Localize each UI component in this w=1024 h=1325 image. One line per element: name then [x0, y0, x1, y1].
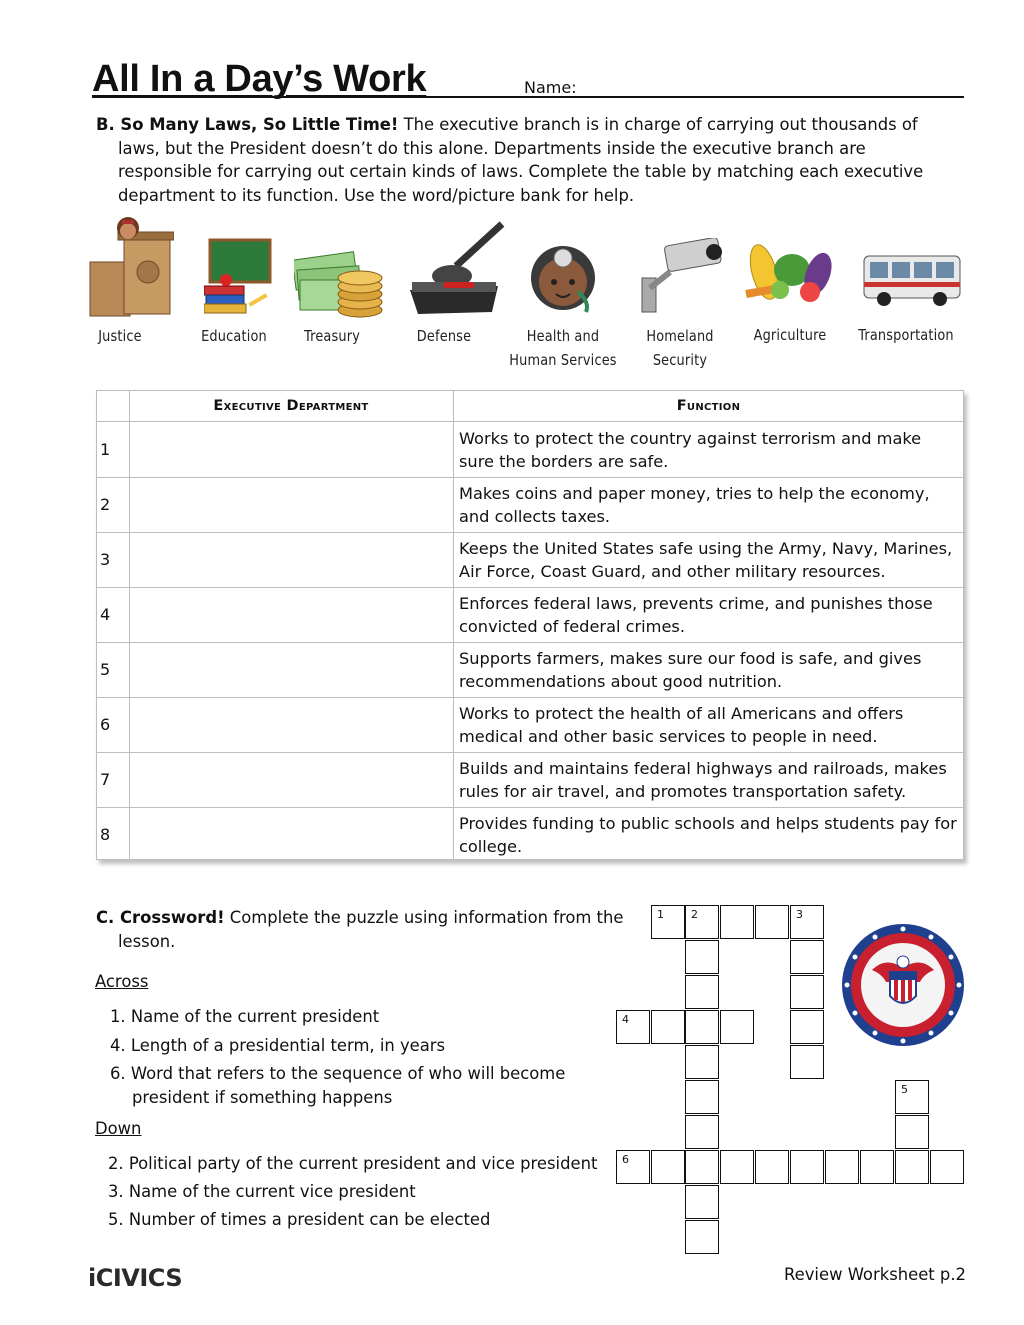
svg-text:iCIVICS: iCIVICS	[88, 1264, 183, 1290]
crossword-cell[interactable]	[930, 1150, 964, 1184]
row-number: 3	[100, 550, 111, 569]
page-label: Review Worksheet p.2	[784, 1265, 966, 1284]
security-camera-icon	[640, 238, 724, 318]
down-heading: Down	[95, 1119, 142, 1138]
crossword-cell[interactable]	[685, 1080, 719, 1114]
across-clue-4: 4. Length of a presidential term, in years	[110, 1036, 446, 1055]
section-b-heading: B. So Many Laws, So Little Time!	[96, 115, 399, 134]
section-b-body: The executive branch is in charge of carrying out thousands of laws, but the President doesn’t do this alone. Departments inside the executive branch are responsible for carrying out certain kinds of laws. Complete the table by matching each executive department to its function. Use the word/picture bank for help.	[118, 115, 924, 205]
crossword-cell[interactable]	[685, 975, 719, 1009]
function-text: Makes coins and paper money, tries to help the economy, and collects taxes.	[459, 484, 930, 526]
crossword-cell[interactable]	[685, 1150, 719, 1184]
crossword-cell[interactable]	[895, 1115, 929, 1149]
money-coins-icon	[294, 248, 384, 318]
vegetables-icon	[740, 238, 838, 304]
bank-label-homeland: Homeland Security	[646, 327, 714, 369]
crossword-cell[interactable]: 4	[616, 1010, 650, 1044]
crossword-cell[interactable]	[685, 1045, 719, 1079]
function-text: Works to protect the country against terrorism and make sure the borders are safe.	[459, 429, 922, 471]
table-row	[97, 752, 963, 808]
row-number: 5	[100, 660, 111, 679]
table-row	[97, 477, 963, 533]
department-answer-cell[interactable]	[129, 807, 453, 862]
table-row	[97, 422, 963, 478]
bank-label-transportation: Transportation	[858, 326, 954, 344]
department-answer-cell[interactable]	[129, 532, 453, 587]
column-header-number	[97, 391, 129, 422]
crossword-cell[interactable]	[790, 940, 824, 974]
section-c-instructions	[96, 906, 628, 954]
row-number: 7	[100, 770, 111, 789]
chalkboard-books-icon	[204, 238, 272, 318]
across-clue-1: 1. Name of the current president	[110, 1007, 380, 1026]
department-answer-cell[interactable]	[129, 752, 453, 807]
row-number: 6	[100, 715, 111, 734]
crossword-cell[interactable]	[790, 1150, 824, 1184]
tank-icon	[406, 220, 506, 318]
bank-label-justice: Justice	[98, 327, 142, 345]
crossword-cell[interactable]	[755, 905, 789, 939]
table-row	[97, 587, 963, 643]
crossword-cell[interactable]	[685, 1220, 719, 1254]
worksheet-title: All In a Day’s Work	[92, 58, 427, 100]
crossword-cell[interactable]	[685, 1010, 719, 1044]
crossword-cell[interactable]: 1	[651, 905, 685, 939]
icivics-logo-icon	[88, 1262, 210, 1290]
row-number: 4	[100, 605, 111, 624]
table-row	[97, 642, 963, 698]
department-answer-cell[interactable]	[129, 642, 453, 697]
bank-label-treasury: Treasury	[303, 327, 361, 345]
crossword-cell[interactable]	[651, 1150, 685, 1184]
crossword-cell[interactable]	[790, 975, 824, 1009]
column-header-function: Function	[454, 391, 963, 422]
presidential-seal-icon	[840, 922, 966, 1048]
row-number: 1	[100, 440, 111, 459]
row-number: 2	[100, 495, 111, 514]
crossword-cell[interactable]: 5	[895, 1080, 929, 1114]
crossword-cell[interactable]	[790, 1045, 824, 1079]
table-row	[97, 532, 963, 588]
crossword-cell[interactable]	[860, 1150, 894, 1184]
function-text: Builds and maintains federal highways and railroads, makes rules for air travel, and promotes transportation safety.	[459, 759, 947, 801]
crossword-cell[interactable]	[895, 1150, 929, 1184]
crossword-cell[interactable]: 3	[790, 905, 824, 939]
crossword-cell[interactable]	[685, 1115, 719, 1149]
function-text: Keeps the United States safe using the Army, Navy, Marines, Air Force, Coast Guard, and other military resources.	[459, 539, 953, 581]
bank-label-defense: Defense	[416, 327, 472, 345]
doctor-icon	[528, 242, 598, 318]
crossword-cell[interactable]: 6	[616, 1150, 650, 1184]
name-label: Name:	[524, 78, 577, 97]
section-c-heading: C. Crossword!	[96, 908, 225, 927]
department-answer-cell[interactable]	[129, 587, 453, 642]
table-row	[97, 697, 963, 753]
crossword-cell[interactable]	[790, 1010, 824, 1044]
department-answer-cell[interactable]	[129, 477, 453, 532]
bank-label-health: Health and Human Services	[509, 327, 617, 369]
crossword-cell[interactable]	[685, 1185, 719, 1219]
section-b-instructions	[96, 113, 948, 207]
crossword-cell[interactable]	[720, 1150, 754, 1184]
bus-icon	[862, 252, 964, 308]
function-text: Enforces federal laws, prevents crime, and punishes those convicted of federal crimes.	[459, 594, 933, 636]
judge-bench-icon	[88, 214, 174, 318]
across-heading: Across	[95, 972, 149, 991]
down-clue-3: 3. Name of the current vice president	[108, 1182, 416, 1201]
crossword-cell[interactable]	[720, 1010, 754, 1044]
function-text: Supports farmers, makes sure our food is safe, and gives recommendations about good nutrition.	[459, 649, 922, 691]
crossword-cell[interactable]	[685, 940, 719, 974]
department-answer-cell[interactable]	[129, 422, 453, 477]
function-text: Provides funding to public schools and helps students pay for college.	[459, 814, 957, 856]
crossword-cell[interactable]	[825, 1150, 859, 1184]
table-row	[97, 807, 963, 862]
across-clue-6: 6. Word that refers to the sequence of who will become president if something happens	[110, 1064, 566, 1107]
department-answer-cell[interactable]	[129, 697, 453, 752]
crossword-cell[interactable]	[651, 1010, 685, 1044]
down-clue-5: 5. Number of times a president can be elected	[108, 1210, 491, 1229]
bank-label-agriculture: Agriculture	[753, 326, 827, 344]
crossword-cell[interactable]	[720, 905, 754, 939]
function-text: Works to protect the health of all Americans and offers medical and other basic services to people in need.	[459, 704, 904, 746]
bank-label-education: Education	[201, 327, 267, 345]
crossword-cell[interactable]	[755, 1150, 789, 1184]
column-header-department: Executive Department	[129, 391, 453, 422]
down-clue-2: 2. Political party of the current president and vice president	[108, 1154, 598, 1173]
department-table	[96, 390, 964, 860]
crossword-cell[interactable]: 2	[685, 905, 719, 939]
section-c-body: Complete the puzzle using information from the lesson.	[118, 908, 624, 951]
row-number: 8	[100, 825, 111, 844]
name-line[interactable]	[92, 96, 964, 98]
